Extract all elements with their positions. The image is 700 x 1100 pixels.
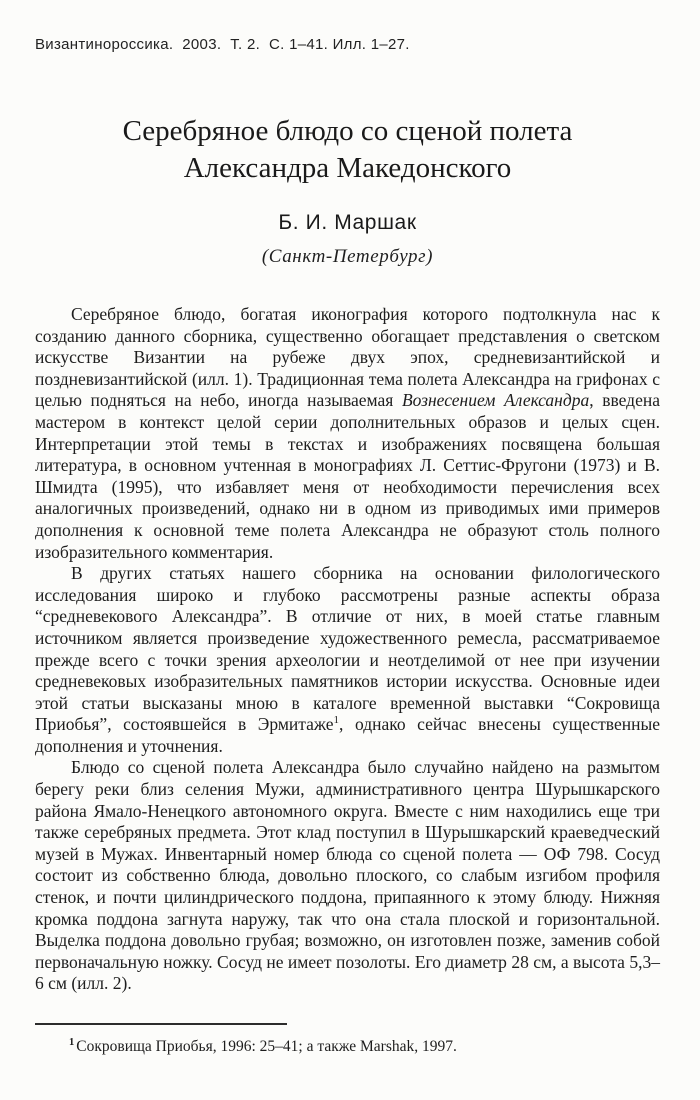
footnote-text: Сокровища Приобья, 1996: 25–41; а также Marshak, 1997. <box>76 1038 457 1055</box>
paragraph-3 <box>35 757 660 995</box>
paragraph-text: Блюдо со сценой полета Александра было случайно найдено на размытом берегу реки близ селения Мужи, административного центра Шурышкарского района Ямало-Ненецкого автономного округа. Вместе с ним находились еще три также серебряных предмета. Этот клад поступил в Шурышкарский краеведческий музей в Мужах. Инвентарный номер блюда со сценой полета — ОФ 798. Сосуд состоит из собственно блюда, довольно плоского, со слабым изгибом профиля стенок, и почти цилиндрического поддона, припаянного к этому блюду. Нижняя кромка поддона загнута наружу, так что она стала плоской и горизонтальной. Выделка поддона довольно грубая; возможно, он изготовлен позже, заменив собой первоначальную ножку. Сосуд не имеет позолоты. Его диаметр 28 см, а высота 5,3–6 см (илл. 2). <box>35 757 660 994</box>
paragraph-2 <box>35 563 660 757</box>
author-affiliation: (Санкт-Петербург) <box>261 246 434 267</box>
paragraph-text: , однако сейчас внесены существенные дополнения и уточнения. <box>35 714 660 756</box>
footnote-marker: 1 <box>69 1036 75 1048</box>
paragraph-text: В других статьях нашего сборника на основании филологического исследования широко и глубоко рассмотрены разные аспекты образа “средневекового Александра”. В отличие от них, в моей статье главным источником является произведение художественного ремесла, рассматриваемое прежде всего с точки зрения археологии и неотделимой от нее при изучении средневековых изобразительных памятников истории искусства. Основные идеи этой статьи высказаны мною в каталоге временной выставки “Сокровища Приобья”, состоявшейся в Эрмитаже <box>35 563 660 735</box>
footnote <box>35 1037 660 1056</box>
paragraph-text: , введена мастером в контекст целой серии дополнительных образов и целых сцен. Интерпретации этой темы в текстах и изображениях посвящена большая литература, в основном учтенная в монографиях Л. Сеттис-Фругони (1973) и В. Шмидта (1995), что избавляет меня от необходимости перечисления всех аналогичных произведений, однако ни в одном из приводимых ими примеров дополнения к основной теме полета Александра не образуют столь полного изобразительного комментария. <box>35 390 660 562</box>
article-title: Серебряное блюдо со сценой полета Александра Македонского <box>122 115 573 184</box>
author-name: Б. И. Маршак <box>278 211 417 234</box>
footnote-separator <box>35 1023 287 1025</box>
italic-term: Вознесением Александра <box>401 390 590 411</box>
footnote-reference: 1 <box>333 714 340 727</box>
footnote-block <box>35 1023 660 1056</box>
journal-citation: Византинороссика. 2003. Т. 2. С. 1–41. Илл. 1–27. <box>35 36 410 53</box>
paragraph-text: Серебряное блюдо, богатая иконография которого подтолкнула нас к созданию данного сборника, существенно обогащает представления о светском искусстве Византии на рубеже двух эпох, средневизантийской и поздневизантийской (илл. 1). Традиционная тема полета Александра на грифонах с целью подняться на небо, иногда называемая <box>35 304 660 411</box>
paragraph-1 <box>35 304 660 563</box>
article-body <box>35 304 660 995</box>
